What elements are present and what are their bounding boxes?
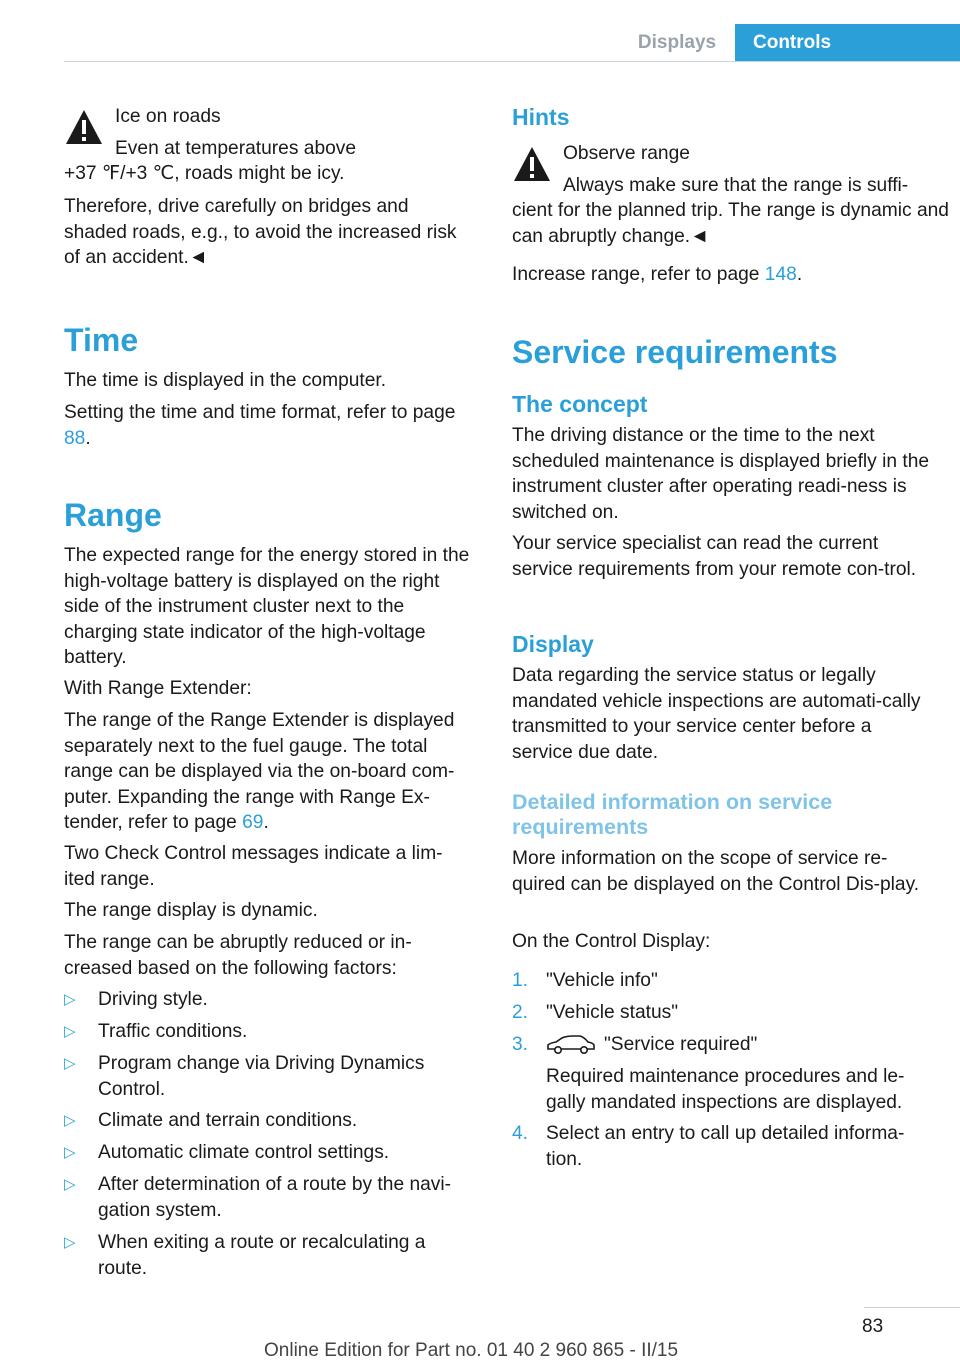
bullet-icon: ▷ — [64, 1023, 76, 1040]
chapter-tab-controls: Controls — [735, 24, 960, 62]
warning-body: cient for the planned trip. The range is dynamic and can abruptly change.◄ — [512, 200, 949, 247]
text: Increase range, refer to page — [512, 264, 765, 285]
step-number: 2. — [512, 1002, 529, 1023]
heading-range: Range — [64, 497, 162, 533]
heading-hints: Hints — [512, 104, 570, 130]
bullet-icon: ▷ — [64, 1055, 76, 1072]
heading-concept: The concept — [512, 391, 648, 417]
paragraph — [512, 262, 932, 288]
header-divider — [64, 61, 960, 62]
text: . — [85, 427, 91, 449]
paragraph: More information on the scope of service re-quired can be displayed on the Control Dis-play. — [512, 848, 920, 895]
warning-line: Even at temperatures above — [115, 138, 357, 159]
section-tab-displays: Displays — [637, 32, 717, 54]
paragraph: Two Check Control messages indicate a lim-ited range. — [64, 843, 443, 890]
warning-body: Therefore, drive carefully on bridges and shaded roads, e.g., to avoid the increased risk of an accident.◄ — [64, 196, 457, 268]
paragraph: The expected range for the energy stored in the high-voltage battery is displayed on the right side of the instrument cluster next to the charging state indicator of the high-voltage battery. — [64, 545, 470, 668]
paragraph — [64, 708, 470, 836]
step-text: "Vehicle info" — [546, 970, 658, 991]
list-item-text: Program change via Driving Dynamics Control. — [98, 1053, 425, 1100]
warning-title: Observe range — [563, 143, 690, 164]
bullet-icon: ▷ — [64, 991, 76, 1008]
paragraph: On the Control Display: — [512, 931, 711, 952]
text: . — [263, 812, 269, 833]
warning-line: +37 ℉/+3 ℃, roads might be icy. — [64, 163, 345, 184]
page-link-88[interactable]: 88 — [64, 427, 86, 449]
warning-triangle-icon — [512, 145, 552, 183]
page-number: 83 — [862, 1316, 884, 1337]
paragraph: The driving distance or the time to the next scheduled maintenance is displayed briefly in the instrument cluster after operating readi-ness is switched on. — [512, 425, 930, 523]
list-item-text: Driving style. — [98, 989, 208, 1010]
bullet-icon: ▷ — [64, 1176, 76, 1193]
page-link-69[interactable]: 69 — [242, 812, 264, 833]
page-link-148[interactable]: 148 — [764, 264, 797, 285]
list-item-text: Climate and terrain conditions. — [98, 1110, 358, 1131]
paragraph: The range can be abruptly reduced or in-creased based on the following factors: — [64, 932, 412, 979]
step-number: 3. — [512, 1034, 529, 1055]
paragraph: With Range Extender: — [64, 678, 252, 699]
text: . — [796, 264, 803, 285]
warning-triangle-icon — [64, 108, 104, 146]
heading-display: Display — [512, 631, 594, 657]
list-item-text: After determination of a route by the navi-gation system. — [98, 1174, 452, 1221]
list-item-text: Traffic conditions. — [98, 1021, 248, 1042]
heading-time: Time — [64, 322, 139, 358]
list-item-text: When exiting a route or recalculating a route. — [98, 1232, 426, 1279]
heading-detailed-information: Detailed information on service requirements — [512, 790, 833, 839]
car-service-icon — [546, 1035, 596, 1055]
step-number: 4. — [512, 1123, 529, 1144]
text: Setting the time and time format, refer to page — [64, 402, 456, 423]
header-tabs — [619, 24, 960, 62]
step-subtext: Required maintenance procedures and le-gally mandated inspections are displayed. — [546, 1066, 905, 1113]
bullet-icon: ▷ — [64, 1144, 76, 1161]
heading-service-requirements: Service requirements — [512, 334, 838, 370]
list-item-text: Automatic climate control settings. — [98, 1142, 390, 1163]
step-number: 1. — [512, 970, 529, 991]
bullet-icon: ▷ — [64, 1112, 76, 1129]
footer-divider — [864, 1307, 960, 1308]
step-text: "Vehicle status" — [546, 1002, 679, 1023]
paragraph: Data regarding the service status or legally mandated vehicle inspections are automati-cally transmitted to your service center before a service due date. — [512, 665, 921, 763]
edition-note: Online Edition for Part no. 01 40 2 960 865 - II/15 — [264, 1340, 679, 1361]
paragraph: Your service specialist can read the current service requirements from your remote con-trol. — [512, 533, 917, 580]
step-text: "Service required" — [604, 1034, 758, 1055]
warning-line: Always make sure that the range is suffi- — [563, 175, 909, 196]
step-text: Select an entry to call up detailed informa-tion. — [546, 1123, 905, 1170]
text: The range of the Range Extender is displayed separately next to the fuel gauge. The total range can be displayed via the on-board com-puter. Expanding the range with Range Ex-tender, refer to page — [64, 710, 455, 833]
warning-title: Ice on roads — [115, 106, 221, 127]
paragraph — [64, 400, 470, 451]
paragraph: The range display is dynamic. — [64, 900, 318, 921]
paragraph: The time is displayed in the computer. — [64, 370, 387, 391]
bullet-icon: ▷ — [64, 1234, 76, 1251]
